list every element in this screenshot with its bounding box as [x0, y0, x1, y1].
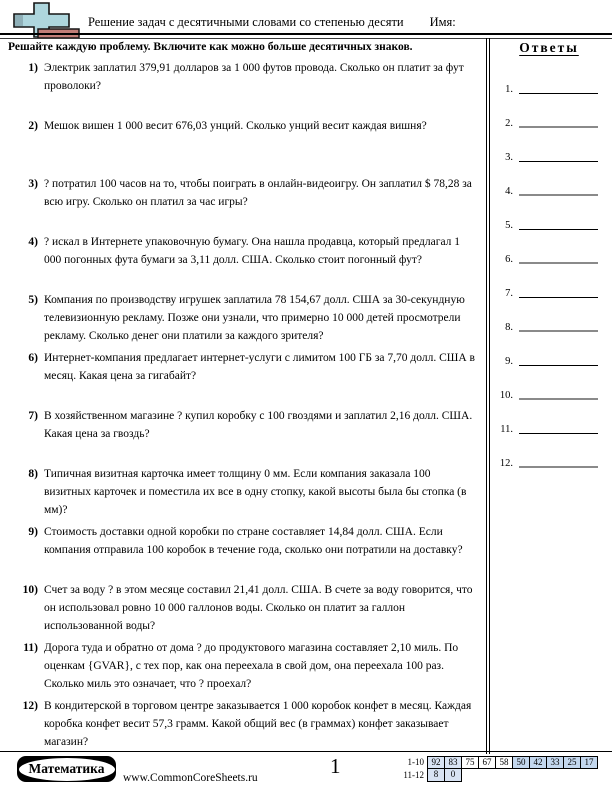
score-cell: 25	[563, 756, 581, 769]
answer-number: 6.	[505, 253, 513, 265]
problem-number: 2)	[28, 120, 38, 132]
answer-blank-line[interactable]	[519, 430, 598, 434]
answer-blank-line[interactable]	[519, 192, 598, 196]
problem-text: В кондитерской в торговом центре заказывается 1 000 коробок конфет в месяц. Каждая коробка конфет весит 57,3 грамм. Какой общий вес (в граммах) конфет заказывает магазин?	[44, 700, 472, 748]
answers-heading: Ответы	[519, 40, 579, 55]
worksheet-title: Решение задач с десятичными словами со степенью десяти	[88, 15, 404, 29]
answer-blank-line[interactable]	[519, 464, 598, 468]
problem-number: 6)	[28, 352, 38, 364]
problem-text: В хозяйственном магазине ? купил коробку с 100 гвоздями и заплатил 2,16 долл. США. Какая цена за гвоздь?	[44, 410, 473, 440]
answer-blank-line[interactable]	[519, 362, 598, 366]
problem-text: ? потратил 100 часов на то, чтобы поиграть в онлайн-видеоигру. Он заплатил $ 78,28 за всю игру. Сколько он платил за час игры?	[44, 178, 472, 208]
answer-number: 5.	[505, 219, 513, 231]
problem-number: 4)	[28, 236, 38, 248]
problem-number: 7)	[28, 410, 38, 422]
problem-item	[0, 288, 484, 346]
subject-badge-label: Математика	[19, 758, 115, 781]
answer-item	[493, 334, 612, 368]
icon-shade	[15, 15, 23, 26]
answer-item	[493, 266, 612, 300]
answer-item	[493, 164, 612, 198]
answer-blank-line[interactable]	[519, 294, 598, 298]
subject-badge	[17, 756, 116, 782]
answer-item	[493, 62, 612, 96]
problem-text: Мешок вишен 1 000 весит 676,03 унций. Сколько унций весит каждая вишня?	[44, 120, 427, 132]
problem-number: 1)	[28, 62, 38, 74]
answer-number: 1.	[505, 83, 513, 95]
answer-blank-line[interactable]	[519, 226, 598, 230]
answer-blank-line[interactable]	[519, 158, 598, 162]
header-divider	[0, 33, 612, 39]
answer-number: 9.	[505, 355, 513, 367]
score-cell: 8	[427, 768, 445, 782]
answer-number: 10.	[499, 389, 513, 401]
problem-number: 3)	[28, 178, 38, 190]
answer-blank-line[interactable]	[519, 396, 598, 400]
problem-item	[0, 694, 484, 752]
answer-item	[493, 300, 612, 334]
score-row-label: 1-10	[407, 757, 424, 767]
answer-item	[493, 402, 612, 436]
problem-text: Типичная визитная карточка имеет толщину 0 мм. Если компания заказала 100 визитных карточек и поместила их все в одну стопку, какой высоты была бы стопка (в мм)?	[44, 468, 467, 516]
score-row-label: 11-12	[403, 770, 424, 780]
problem-item	[0, 636, 484, 694]
answer-item	[493, 96, 612, 130]
answer-item	[493, 130, 612, 164]
score-table	[398, 756, 598, 782]
answer-number: 2.	[505, 117, 513, 129]
problem-item	[0, 172, 484, 230]
name-label: Имя:	[429, 15, 456, 29]
score-cell: 75	[461, 756, 479, 769]
score-cell: 0	[444, 768, 462, 782]
problems-list	[0, 56, 484, 752]
score-cell: 83	[444, 756, 462, 769]
score-cell: 17	[580, 756, 598, 769]
instruction-text: Решайте каждую проблему. Включите как можно больше десятичных знаков.	[8, 41, 413, 53]
problem-number: 12)	[22, 700, 38, 712]
score-cell: 50	[512, 756, 530, 769]
answer-number: 4.	[505, 185, 513, 197]
footer-divider	[0, 751, 612, 752]
problem-number: 9)	[28, 526, 38, 538]
answer-blank-line[interactable]	[519, 124, 598, 128]
page-number: 1	[330, 754, 341, 778]
answer-blank-line[interactable]	[519, 90, 598, 94]
problem-item	[0, 462, 484, 520]
answer-number: 7.	[505, 287, 513, 299]
problem-number: 10)	[22, 584, 38, 596]
score-cell: 33	[546, 756, 564, 769]
website-link[interactable]: www.CommonCoreSheets.ru	[123, 772, 258, 784]
problem-item	[0, 346, 484, 404]
problem-text: Электрик заплатил 379,91 долларов за 1 000 футов провода. Сколько он платит за фут проволоки?	[44, 62, 464, 92]
answer-item	[493, 232, 612, 266]
problem-text: Интернет-компания предлагает интернет-услуги с лимитом 100 ГБ за 7,70 долл. США в месяц. Какая цена за гигабайт?	[44, 352, 475, 382]
answer-item	[493, 368, 612, 402]
answer-number: 8.	[505, 321, 513, 333]
score-cell: 67	[478, 756, 496, 769]
problem-number: 11)	[23, 642, 38, 654]
problem-item	[0, 578, 484, 636]
problem-item	[0, 56, 484, 114]
answers-column-divider	[486, 38, 490, 754]
problem-text: Дорога туда и обратно от дома ? до продуктового магазина составляет 2,10 миль. По оценкам {GVAR}, с тех пор, как она переехала в свой дом, она переехала 100 раз. Сколько миль это означает, что ? проехал?	[44, 642, 459, 690]
problem-item	[0, 230, 484, 288]
answer-item	[493, 198, 612, 232]
problem-text: Стоимость доставки одной коробки по стране составляет 14,84 долл. США. Если компания отправила 100 коробок в течение года, сколько они потратили на доставку?	[44, 526, 463, 556]
problem-number: 5)	[28, 294, 38, 306]
score-cell: 42	[529, 756, 547, 769]
problem-text: Компания по производству игрушек заплатила 78 154,67 долл. США за 30-секундную телевизионную рекламу. Позже они узнали, что примерно 10 000 детей просмотрели рекламу. Сколько денег они платили за каждого зрителя?	[44, 294, 465, 342]
answer-number: 3.	[505, 151, 513, 163]
problem-number: 8)	[28, 468, 38, 480]
answer-number: 12.	[499, 457, 513, 469]
answer-number: 11.	[500, 423, 513, 435]
problem-item	[0, 404, 484, 462]
problem-item	[0, 114, 484, 172]
answer-blank-line[interactable]	[519, 328, 598, 332]
page-title	[88, 15, 456, 30]
answer-item	[493, 436, 612, 470]
score-cell: 58	[495, 756, 513, 769]
score-table-row	[398, 769, 598, 782]
problem-text: Счет за воду ? в этом месяце составил 21,41 долл. США. В счете за воду говорится, что он использовал ровно 10 000 галлонов воды. Сколько он платит за галлон использованной воды?	[44, 584, 473, 632]
answers-list	[493, 62, 612, 470]
answer-blank-line[interactable]	[519, 260, 598, 264]
problem-text: ? искал в Интернете упаковочную бумагу. Она нашла продавца, который предлагал 1 000 погонных фута бумаги за 3,11 долл. США. Сколько стоит погонный фут?	[44, 236, 461, 266]
score-cell: 92	[427, 756, 445, 769]
problem-item	[0, 520, 484, 578]
